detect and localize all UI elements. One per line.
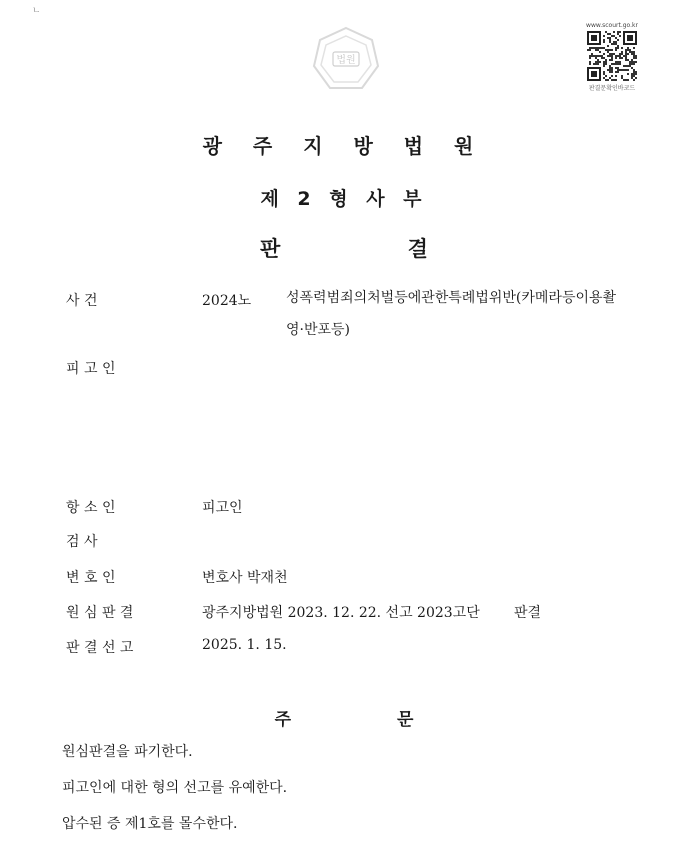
- verification-barcode: [584, 22, 640, 92]
- qr-code-icon: [587, 31, 637, 81]
- original-judgment-label: 원 심 판 결: [66, 605, 134, 621]
- document-type: 판 결: [260, 237, 488, 261]
- sentencing-date-value: 2025. 1. 15.: [202, 637, 287, 653]
- case-label: 사 건: [66, 293, 98, 309]
- prosecutor-label: 검 사: [66, 534, 98, 550]
- counsel-value: 변호사 박재천: [202, 570, 288, 586]
- court-emblem-logo: [310, 24, 382, 96]
- case-number: 2024노: [202, 293, 252, 309]
- qr-caption: 판결문확인바코드: [588, 85, 636, 92]
- counsel-label: 변 호 인: [66, 570, 116, 586]
- order-line: 원심판결을 파기한다.: [62, 744, 193, 760]
- corner-mark: ㄴ: [32, 6, 41, 16]
- court-name: 광 주 지 방 법 원: [202, 134, 486, 158]
- qr-url: www.scourt.go.kr: [586, 22, 638, 29]
- defendant-label: 피 고 인: [66, 361, 116, 377]
- appellant-label: 항 소 인: [66, 500, 116, 516]
- order-line: 압수된 증 제1호를 몰수한다.: [62, 816, 238, 832]
- order-line: 피고인에 대한 형의 선고를 유예한다.: [62, 780, 288, 796]
- svg-text:법원: 법원: [336, 55, 356, 66]
- appellant-value: 피고인: [202, 500, 243, 516]
- original-judgment-value: 광주지방법원 2023. 12. 22. 선고 2023고단: [202, 605, 480, 621]
- case-name: 성폭력범죄의처벌등에관한특례법위반(카메라등이용촬영·반포등): [286, 290, 617, 338]
- order-heading: 주 문: [274, 710, 464, 730]
- division-name: 제 2 형 사 부: [260, 188, 428, 210]
- original-judgment-suffix: 판결: [514, 605, 542, 621]
- sentencing-date-label: 판 결 선 고: [66, 640, 134, 656]
